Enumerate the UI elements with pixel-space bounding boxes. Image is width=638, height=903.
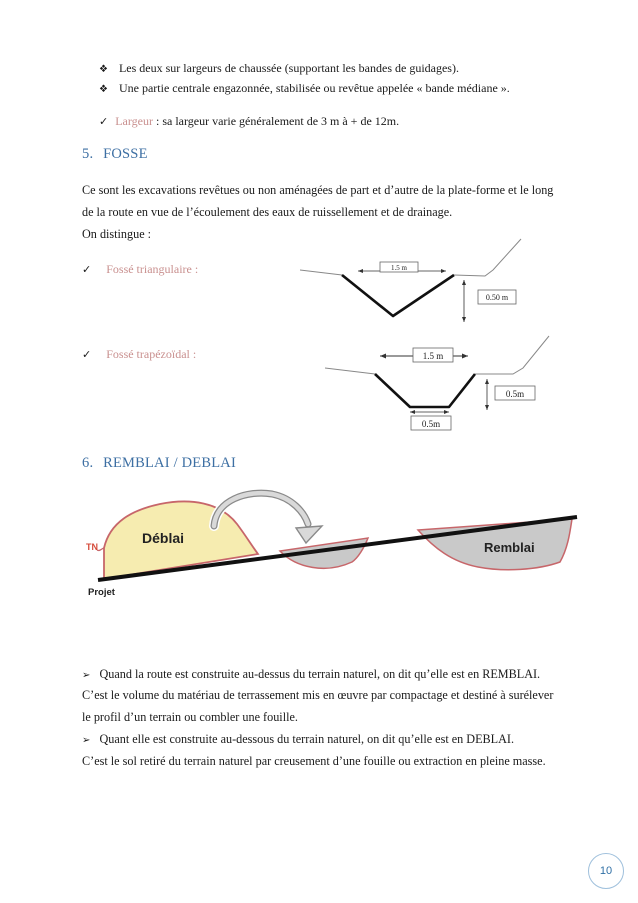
bullet-text: Quand la route est construite au-dessus du terrain naturel, on dit qu’elle est en REMBLAI. — [99, 667, 541, 681]
projet-label: Projet — [88, 587, 115, 598]
depth-label: 0.5m — [505, 389, 525, 399]
section-heading-remblai-deblai — [82, 455, 236, 472]
remblai-label: Remblai — [484, 540, 535, 555]
arrow-right-icon — [462, 354, 468, 359]
arrow-bullet-icon: ➢ — [82, 670, 91, 681]
largeur-text: : sa largeur varie généralement de 3 m à + de 12m. — [152, 114, 400, 128]
remblai-deblai-diagram — [82, 488, 584, 600]
largeur-line — [99, 114, 399, 130]
arrow-down-icon — [462, 317, 466, 322]
arrow-right-icon — [444, 410, 449, 414]
largeur-label: Largeur — [115, 114, 153, 128]
triangular-ditch-diagram — [300, 234, 540, 326]
page-number — [588, 853, 624, 889]
diamond-bullet-icon: ❖ — [99, 84, 108, 95]
bottom-label: 0.5m — [421, 419, 441, 429]
transfer-arrow-head-icon — [296, 526, 322, 543]
arrow-right-icon — [441, 269, 446, 273]
bullet-text: Les deux sur largeurs de chaussée (supportant les bandes de guidages). — [118, 61, 459, 75]
check-icon: ✓ — [82, 264, 92, 276]
paragraph-line: C’est le volume du matériau de terrassement mis en œuvre par compactage et destiné à surélever — [82, 688, 554, 702]
paragraph-line: Ce sont les excavations revêtues ou non aménagées de part et d’autre de la plate-forme et le long — [82, 183, 554, 197]
check-icon: ✓ — [82, 349, 92, 361]
page-number-text: 10 — [599, 865, 613, 877]
ground-line-left — [300, 270, 342, 275]
paragraph-line: C’est le sol retiré du terrain naturel par creusement d’une fouille ou extraction en pleine masse. — [82, 754, 546, 768]
bullet-item — [99, 81, 510, 97]
paragraph-line: de la route en vue de l’écoulement des eaux de ruissellement et de drainage. — [82, 205, 453, 219]
section-heading-fosse — [82, 146, 148, 163]
tn-label: TN — [86, 542, 98, 552]
ditch-profile — [375, 374, 475, 407]
fosse-trapezoidal-label: Fossé trapézoïdal : — [106, 347, 197, 361]
arrow-up-icon — [485, 379, 489, 384]
arrow-bullet-icon: ➢ — [82, 735, 91, 746]
tn-line-start — [97, 548, 104, 551]
ditch-profile — [342, 275, 454, 316]
arrow-down-icon — [485, 405, 489, 410]
deblai-label: Déblai — [142, 530, 185, 546]
bullet-item — [99, 61, 459, 77]
section-title: REMBLAI / DEBLAI — [103, 455, 236, 471]
arrow-left-icon — [380, 354, 386, 359]
section-title: FOSSE — [103, 146, 148, 162]
bullet-text: Une partie centrale engazonnée, stabilisée ou revêtue appelée « bande médiane ». — [118, 81, 510, 95]
arrow-left-icon — [410, 410, 415, 414]
fosse-triangulaire-label: Fossé triangulaire : — [106, 262, 199, 276]
paragraph-line: On distingue : — [82, 227, 152, 241]
diamond-bullet-icon: ❖ — [99, 64, 108, 75]
arrow-left-icon — [358, 269, 363, 273]
ground-line-left — [325, 368, 375, 374]
section-number: 6. — [82, 455, 94, 471]
fosse-triangulaire-item — [82, 262, 198, 278]
width-label: 1.5 m — [391, 264, 407, 272]
bullet-text: Quant elle est construite au-dessous du terrain naturel, on dit qu’elle est en DEBLAI. — [99, 732, 515, 746]
check-icon: ✓ — [99, 116, 109, 128]
arrow-up-icon — [462, 280, 466, 285]
bullet-item — [82, 667, 540, 683]
section-number: 5. — [82, 146, 94, 162]
ground-line-right — [475, 336, 549, 374]
width-label: 1.5 m — [422, 351, 444, 361]
ground-line-right — [454, 239, 521, 276]
depth-label: 0.50 m — [485, 293, 509, 302]
trapezoidal-ditch-diagram — [325, 330, 555, 435]
paragraph-line: le profil d’un terrain ou combler une fouille. — [82, 710, 298, 724]
bullet-item — [82, 732, 514, 748]
fosse-trapezoidal-item — [82, 347, 196, 363]
